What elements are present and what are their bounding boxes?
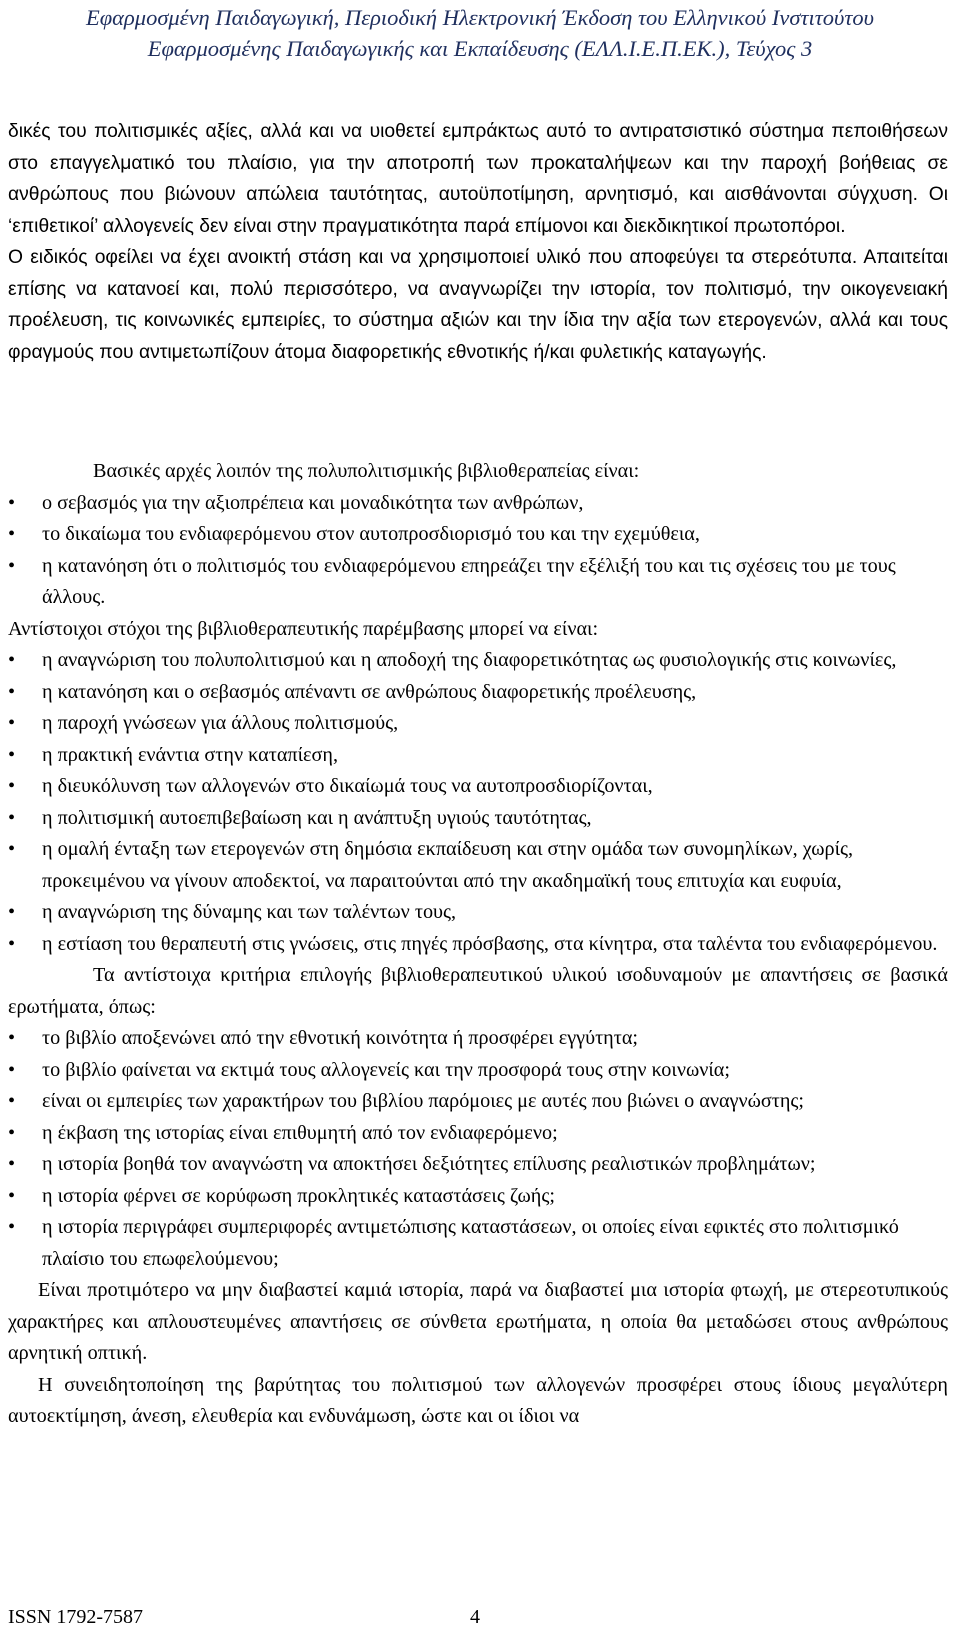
paragraph-6: Είναι προτιμότερο να μην διαβαστεί καμιά ιστορία, παρά να διαβαστεί μια ιστορία φτωχή, με στερεοτυπικούς χαρακτήρες και απλουστευμένες απαντήσεις σε σύνθετα ερωτήματα, η οποία θα μεταδώσει στους ανθρώπους αρνητική οπτική. [8,1279,948,1364]
list-item: • η αναγνώριση της δύναμης και των ταλέντων τους, [8,897,948,929]
list-item: • η αναγνώριση του πολυπολιτισμού και η αποδοχή της διαφορετικότητας ως φυσιολογικής στις κοινωνίες, [8,645,948,677]
bullet-icon: • [8,554,16,577]
list-item: • το δικαίωμα του ενδιαφερόμενου στον αυτοπροσδιορισμό του και την εχεμύθεια, [8,519,948,551]
list-item: • η κατανόηση ότι ο πολιτισμός του ενδιαφερόμενου επηρεάζει την εξέλιξή του και τις σχέσεις του με τους άλλους. [8,551,948,614]
list-item: • το βιβλίο φαίνεται να εκτιμά τους αλλογενείς και την προσφορά τους στην κοινωνία; [8,1055,948,1087]
bullet-icon: • [8,491,16,514]
criteria-list [8,1023,948,1275]
journal-header [0,2,960,64]
main-section [8,456,948,1433]
bullet-icon: • [8,680,16,703]
header-line-1: Εφαρμοσμένη Παιδαγωγική, Περιοδική Ηλεκτρονική Έκδοση του Ελληνικού Ινστιτούτου [85,5,875,30]
paragraph-principles-intro: Βασικές αρχές λοιπόν της πολυπολιτισμικής βιβλιοθεραπείας είναι: [93,460,640,482]
list-item: • η κατανόηση και ο σεβασμός απέναντι σε ανθρώπους διαφορετικής προέλευσης, [8,677,948,709]
bullet-icon: • [8,1153,16,1175]
bullet-icon: • [8,1121,16,1144]
list-item: • η ιστορία βοηθά τον αναγνώστη να αποκτήσει δεξιότητες επίλυσης ρεαλιστικών προβλημάτων; [8,1149,948,1181]
bullet-icon: • [8,1184,16,1207]
list-item: • η πρακτική ενάντια στην καταπίεση, [8,740,948,772]
principles-list [8,488,948,614]
list-item: • η διευκόλυνση των αλλογενών στο δικαίωμά τους να αυτοπροσδιορίζονται, [8,771,948,803]
bullet-icon: • [8,523,16,545]
paragraph-1: δικές του πολιτισμικές αξίες, αλλά και να υιοθετεί εμπράκτως αυτό το αντιρατσιστικό σύστημα πεποιθήσεων στο επαγγελματικό του πλαίσιο, για την αποτροπή των προκαταλήψεων και την παροχή βοήθειας σε ανθρώπους που βιώνουν απώλεια ταυτότητας, αυτοϋποτίμηση, αρνητισμό, και αισθάνονται σύγχυση. Οι ‘επιθετικοί’ αλλογενείς δεν είναι στην πραγματικότητα παρά επίμονοι και διεκδικητικοί πρωτοπόροι. [8,121,948,237]
list-item: • είναι οι εμπειρίες των χαρακτήρων του βιβλίου παρόμοιες με αυτές που βιώνει ο αναγνώστης; [8,1086,948,1118]
page-number: 4 [470,1606,480,1628]
intro-section [8,116,948,368]
bullet-icon: • [8,932,16,955]
bullet-icon: • [8,712,16,734]
header-line-2: Εφαρμοσμένης Παιδαγωγικής και Εκπαίδευσης (ΕΛΛ.Ι.Ε.Π.ΕΚ.), Τεύχος 3 [147,36,813,61]
paragraph-goals-intro: Αντίστοιχοι στόχοι της βιβλιοθεραπευτικής παρέμβασης μπορεί να είναι: [8,617,599,640]
list-item: • η παροχή γνώσεων για άλλους πολιτισμούς, [8,708,948,740]
goals-list [8,645,948,960]
list-item: • η πολιτισμική αυτοεπιβεβαίωση και η ανάπτυξη υγιούς ταυτότητας, [8,803,948,835]
paragraph-criteria-intro: Τα αντίστοιχα κριτήρια επιλογής βιβλιοθεραπευτικού υλικού ισοδυναμούν με απαντήσεις σε βασικά ερωτήματα, όπως: [8,964,948,1018]
bullet-icon: • [8,1090,16,1112]
bullet-icon: • [8,901,16,923]
paragraph-7: Η συνειδητοποίηση της βαρύτητας του πολιτισμού των αλλογενών προσφέρει στους ίδιους μεγαλύτερη αυτοεκτίμηση, άνεση, ελευθερία και ενδυνάμωση, ώστε και οι ίδιοι να [8,1373,948,1427]
bullet-icon: • [8,775,16,797]
paragraph-2: Ο ειδικός οφείλει να έχει ανοικτή στάση και να χρησιμοποιεί υλικό που αποφεύγει τα στερεότυπα. Απαιτείται επίσης να κατανοεί και, πολύ περισσότερο, να αναγνωρίζει την ιστορία, τον πολιτισμό, την οικογενειακή προέλευση, τις κοινωνικές εμπειρίες, το σύστημα αξιών και την ίδια την αξία των ετερογενών, αλλά και τους φραγμούς που αντιμετωπίζουν άτομα διαφορετικής εθνοτικής ή/και φυλετικής καταγωγής. [8,247,948,363]
bullet-icon: • [8,838,16,860]
bullet-icon: • [8,743,16,766]
bullet-icon: • [8,1216,16,1238]
bullet-icon: • [8,649,16,671]
list-item: • η έκβαση της ιστορίας είναι επιθυμητή από τον ενδιαφερόμενο; [8,1118,948,1150]
list-item: • η ομαλή ένταξη των ετερογενών στη δημόσια εκπαίδευση και στην ομάδα των συνομηλίκων, χωρίς, προκειμένου να γίνουν αποδεκτοί, να παραιτούνται από την ακαδημαϊκή τους επιτυχία και ευφυία, [8,834,948,897]
list-item: • το βιβλίο αποξενώνει από την εθνοτική κοινότητα ή προσφέρει εγγύτητα; [8,1023,948,1055]
list-item: • ο σεβασμός για την αξιοπρέπεια και μοναδικότητα των ανθρώπων, [8,488,948,520]
issn-label: ISSN 1792-7587 [8,1606,144,1628]
list-item: • η ιστορία φέρνει σε κορύφωση προκλητικές καταστάσεις ζωής; [8,1181,948,1213]
bullet-icon: • [8,806,16,829]
list-item: • η ιστορία περιγράφει συμπεριφορές αντιμετώπισης καταστάσεων, οι οποίες είναι εφικτές στο πολιτισμικό πλαίσιο του επωφελούμενου; [8,1212,948,1275]
bullet-icon: • [8,1058,16,1081]
list-item: • η εστίαση του θεραπευτή στις γνώσεις, στις πηγές πρόσβασης, στα κίνητρα, στα ταλέντα του ενδιαφερόμενου. [8,929,948,961]
bullet-icon: • [8,1027,16,1049]
